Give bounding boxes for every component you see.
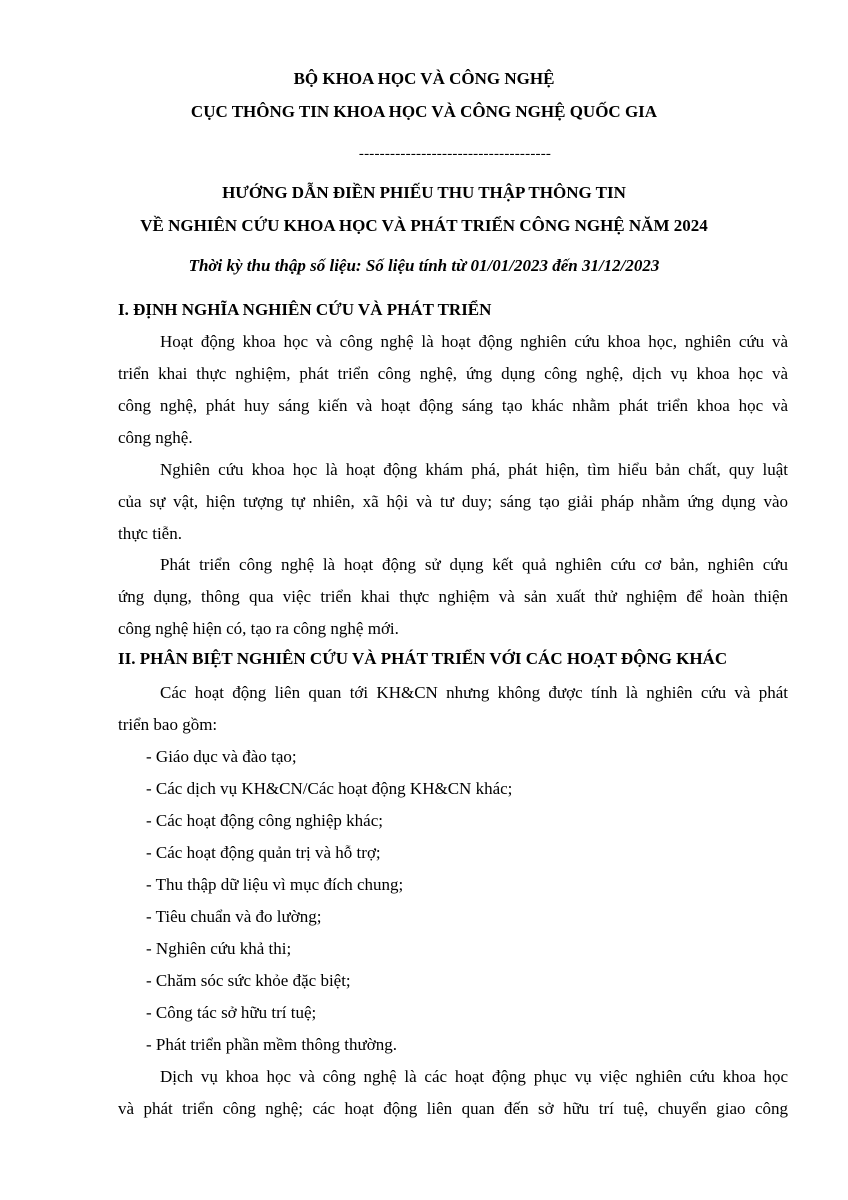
paragraph-line: thực tiễn.	[118, 524, 182, 543]
paragraph-line: triển khai thực nghiệm, phát triển công nghệ, ứng dụng công nghệ, dịch vụ khoa học và	[118, 364, 788, 383]
paragraph-line: Các hoạt động liên quan tới KH&CN nhưng không được tính là nghiên cứu và phát	[160, 683, 788, 702]
ministry-name: BỘ KHOA HỌC VÀ CÔNG NGHỆ	[293, 69, 555, 88]
list-item: - Các hoạt động quản trị và hỗ trợ;	[146, 843, 381, 862]
list-item: - Tiêu chuẩn và đo lường;	[146, 907, 322, 926]
paragraph-line: và phát triển công nghệ; các hoạt động liên quan đến sở hữu trí tuệ, chuyển giao công	[118, 1099, 788, 1118]
list-item: - Nghiên cứu khả thi;	[146, 939, 292, 958]
section-2-heading: II. PHÂN BIỆT NGHIÊN CỨU VÀ PHÁT TRIỂN VỚI CÁC HOẠT ĐỘNG KHÁC	[118, 649, 728, 668]
paragraph-line: Dịch vụ khoa học và công nghệ là các hoạt động phục vụ việc nghiên cứu khoa học	[160, 1067, 788, 1086]
paragraph-line: Phát triển công nghệ là hoạt động sử dụng kết quả nghiên cứu cơ bản, nghiên cứu	[160, 555, 788, 574]
list-item: - Các hoạt động công nghiệp khác;	[146, 811, 383, 830]
collection-period: Thời kỳ thu thập số liệu: Số liệu tính từ 01/01/2023 đến 31/12/2023	[188, 256, 660, 275]
paragraph-line: Hoạt động khoa học và công nghệ là hoạt động nghiên cứu khoa học, nghiên cứu và	[160, 332, 788, 351]
paragraph-line: ứng dụng, thông qua việc triển khai thực nghiệm và sản xuất thử nghiệm để hoàn thiện	[118, 587, 788, 606]
section-1-heading: I. ĐỊNH NGHĨA NGHIÊN CỨU VÀ PHÁT TRIỂN	[118, 300, 492, 319]
department-name: CỤC THÔNG TIN KHOA HỌC VÀ CÔNG NGHỆ QUỐC GIA	[190, 102, 658, 121]
paragraph-line: triển bao gồm:	[118, 715, 218, 734]
list-item: - Thu thập dữ liệu vì mục đích chung;	[146, 875, 404, 894]
list-item: - Giáo dục và đào tạo;	[146, 747, 297, 766]
paragraph-line: Nghiên cứu khoa học là hoạt động khám phá, phát hiện, tìm hiểu bản chất, quy luật	[160, 460, 788, 479]
paragraph-line: của sự vật, hiện tượng tự nhiên, xã hội và tư duy; sáng tạo giải pháp nhằm ứng dụng vào	[118, 492, 788, 511]
document-title-line-2: VỀ NGHIÊN CỨU KHOA HỌC VÀ PHÁT TRIỂN CÔNG NGHỆ NĂM 2024	[140, 216, 708, 235]
list-item: - Các dịch vụ KH&CN/Các hoạt động KH&CN khác;	[146, 779, 513, 798]
paragraph-line: công nghệ, phát huy sáng kiến và hoạt động sáng tạo khác nhằm phát triển khoa học và	[118, 396, 788, 415]
list-item: - Phát triển phần mềm thông thường.	[146, 1035, 397, 1054]
paragraph-line: công nghệ.	[118, 428, 193, 447]
header-separator: -------------------------------------	[358, 146, 552, 162]
paragraph-line: công nghệ hiện có, tạo ra công nghệ mới.	[118, 619, 399, 638]
list-item: - Công tác sở hữu trí tuệ;	[146, 1003, 317, 1022]
document-title-line-1: HƯỚNG DẪN ĐIỀN PHIẾU THU THẬP THÔNG TIN	[222, 183, 626, 202]
list-item: - Chăm sóc sức khỏe đặc biệt;	[146, 971, 351, 990]
